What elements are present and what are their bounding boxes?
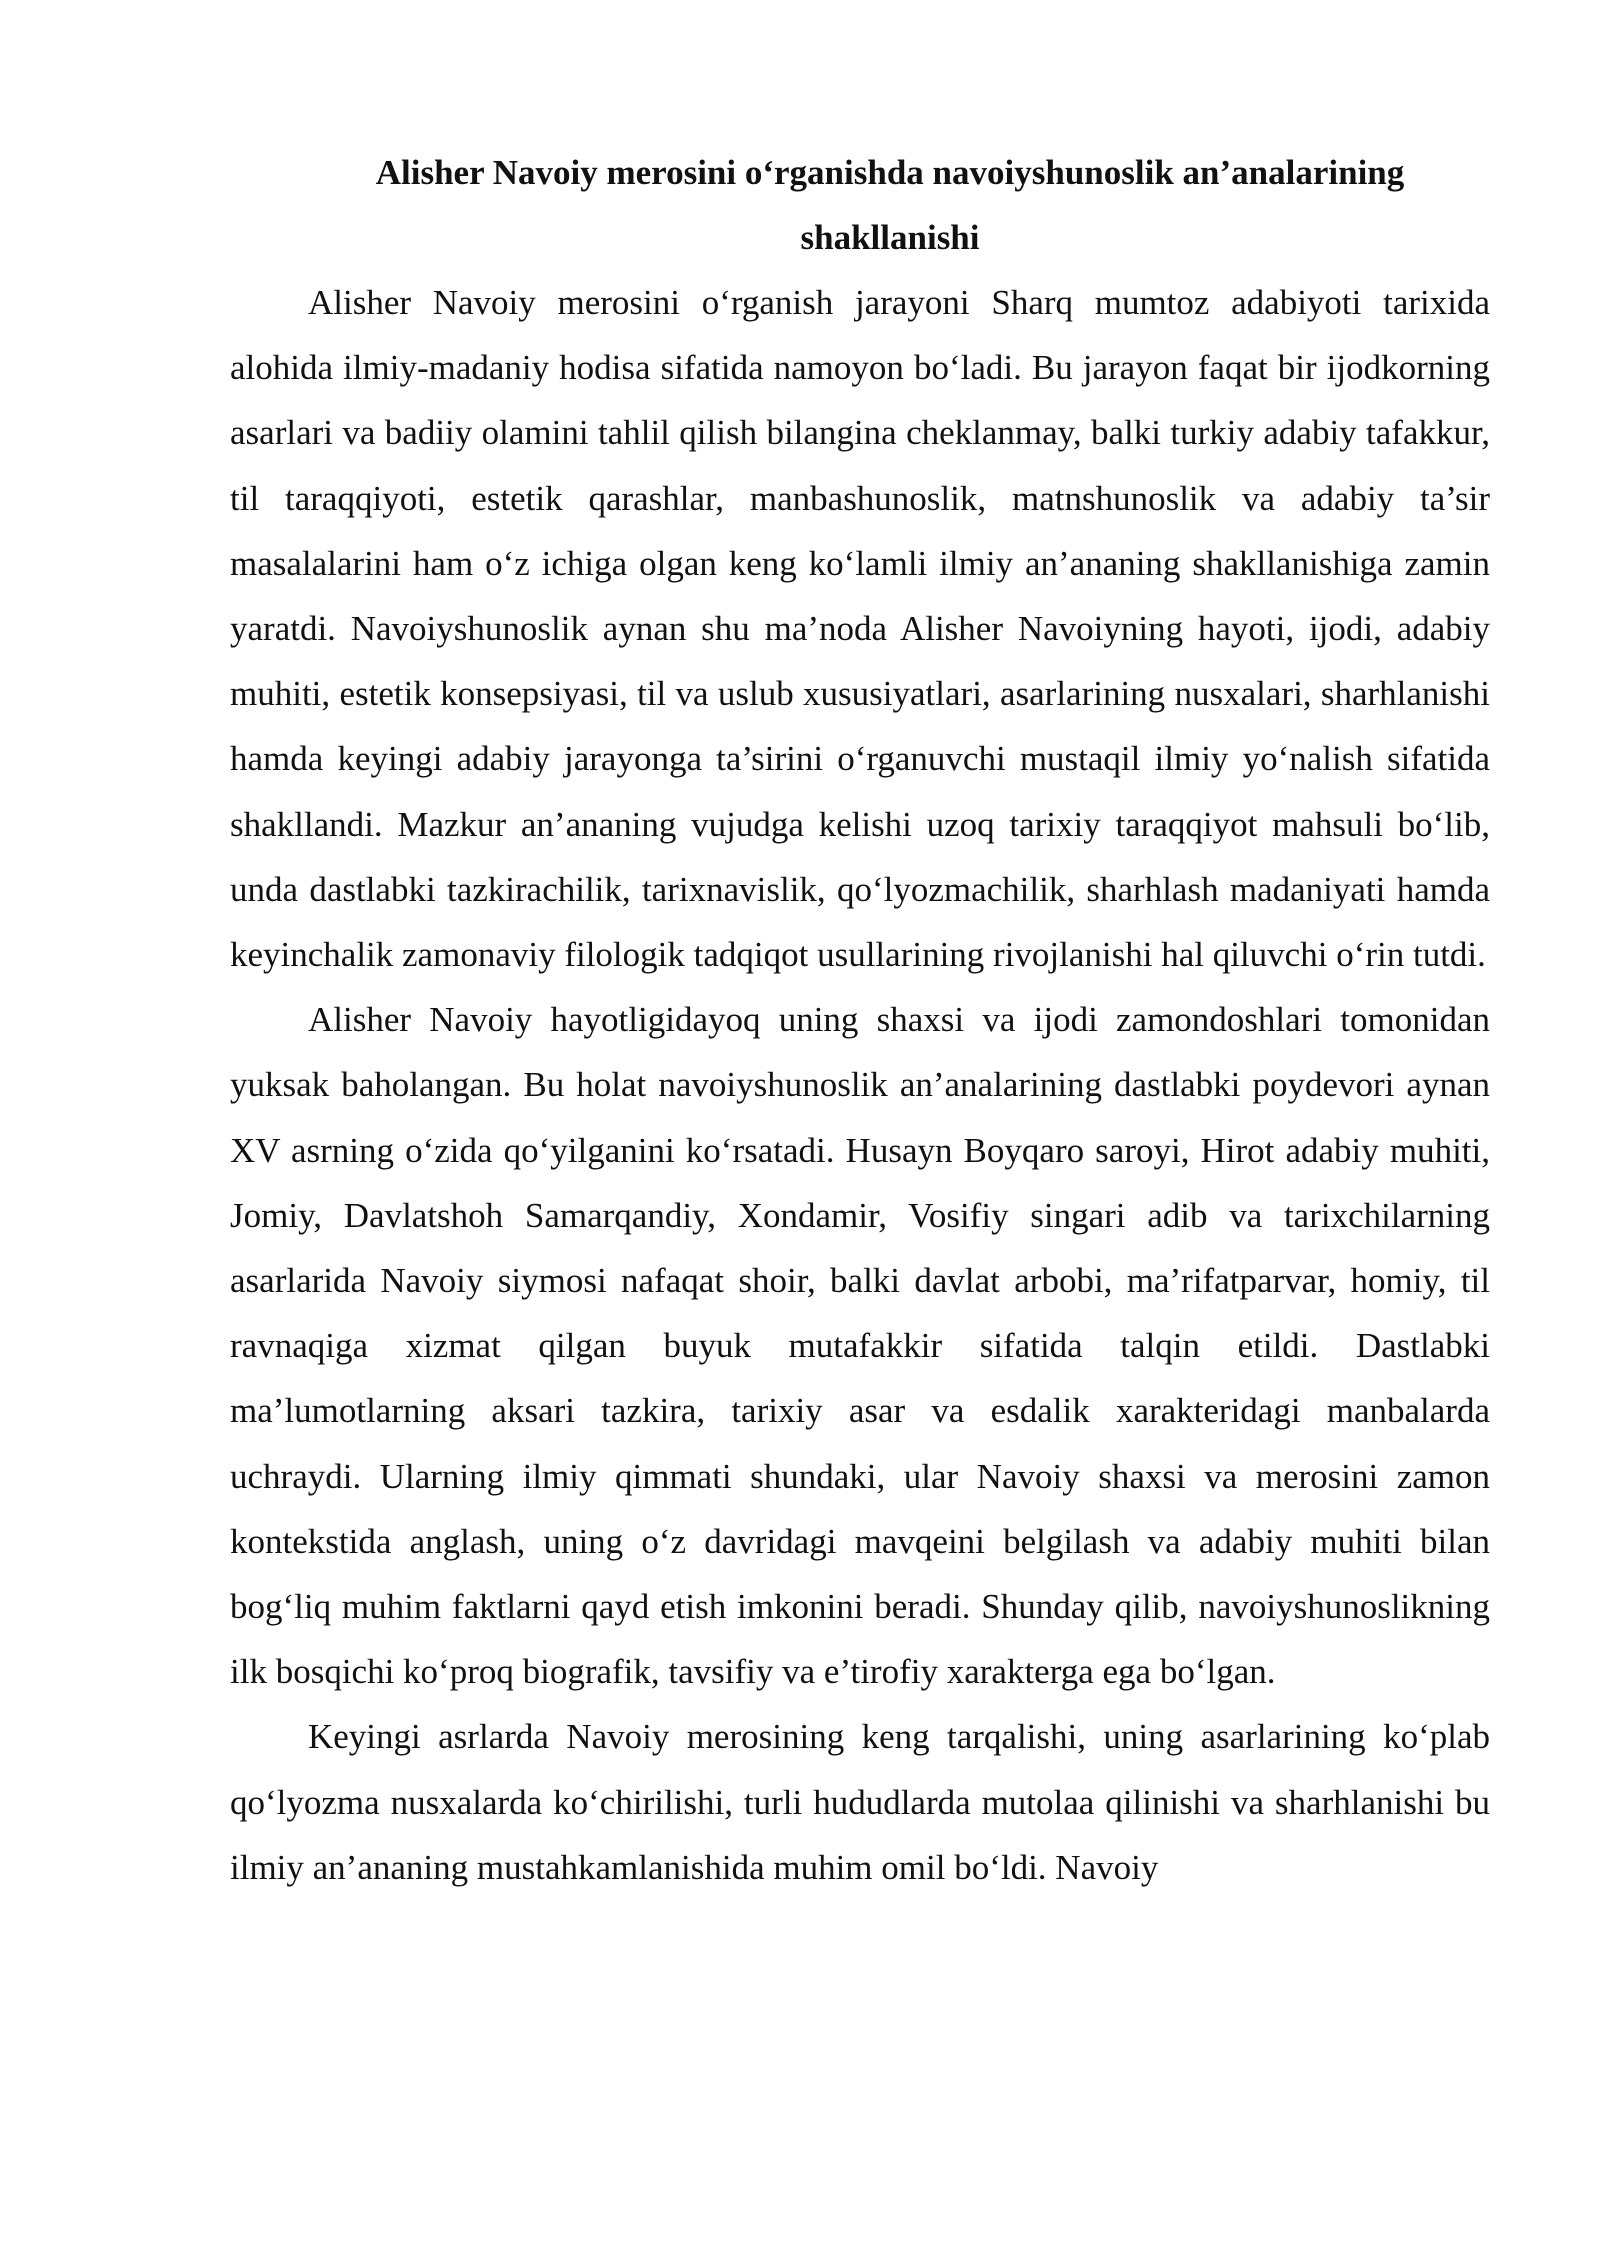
- paragraph-1: Alisher Navoiy merosini o‘rganish jarayoni Sharq mumtoz adabiyoti tarixida alohida ilmiy-madaniy hodisa sifatida namoyon bo‘ladi. Bu jarayon faqat bir ijodkorning asarlari va badiiy olamini tahlil qilish bilangina cheklanmay, balki turkiy adabiy tafakkur, til taraqqiyoti, estetik qarashlar, manbashunoslik, matnshunoslik va adabiy ta’sir masalalarini ham o‘z ichiga olgan keng ko‘lamli ilmiy an’ananing shakllanishiga zamin yaratdi. Navoiyshunoslik aynan shu ma’noda Alisher Navoiyning hayoti, ijodi, adabiy muhiti, estetik konsepsiyasi, til va uslub xususiyatlari, asarlarining nusxalari, sharhlanishi hamda keyingi adabiy jarayonga ta’sirini o‘rganuvchi mustaqil ilmiy yo‘nalish sifatida shakllandi. Mazkur an’ananing vujudga kelishi uzoq tarixiy taraqqiyot mahsuli bo‘lib, unda dastlabki tazkirachilik, tarixnavislik, qo‘lyozmachilik, sharhlash madaniyati hamda keyinchalik zamonaviy filologik tadqiqot usullarining rivojlanishi hal qiluvchi o‘rin tutdi.: [230, 283, 1490, 975]
- document-page: [230, 140, 1490, 1900]
- paragraph-2: Alisher Navoiy hayotligidayoq uning shaxsi va ijodi zamondoshlari tomonidan yuksak baholangan. Bu holat navoiyshunoslik an’analarining dastlabki poydevori aynan XV asrning o‘zida qo‘yilganini ko‘rsatadi. Husayn Boyqaro saroyi, Hirot adabiy muhiti, Jomiy, Davlatshoh Samarqandiy, Xondamir, Vosifiy singari adib va tarixchilarning asarlarida Navoiy siymosi nafaqat shoir, balki davlat arbobi, ma’rifatparvar, homiy, til ravnaqiga xizmat qilgan buyuk mutafakkir sifatida talqin etildi. Dastlabki ma’lumotlarning aksari tazkira, tarixiy asar va esdalik xarakteridagi manbalarda uchraydi. Ularning ilmiy qimmati shundaki, ular Navoiy shaxsi va merosini zamon kontekstida anglash, uning o‘z davridagi mavqeini belgilash va adabiy muhiti bilan bog‘liq muhim faktlarni qayd etish imkonini beradi. Shunday qilib, navoiyshunoslikning ilk bosqichi ko‘proq biografik, tavsifiy va e’tirofiy xarakterga ega bo‘lgan.: [230, 1000, 1490, 1692]
- paragraph-3: Keyingi asrlarda Navoiy merosining keng tarqalishi, uning asarlarining ko‘plab qo‘lyozma nusxalarda ko‘chirilishi, turli hududlarda mutolaa qilinishi va sharhlanishi bu ilmiy an’ananing mustahkamlanishida muhim omil bo‘ldi. Navoiy: [230, 1717, 1490, 1887]
- document-title: Alisher Navoiy merosini o‘rganishda navoiyshunoslik an’analarining shakllanishi: [375, 153, 1405, 257]
